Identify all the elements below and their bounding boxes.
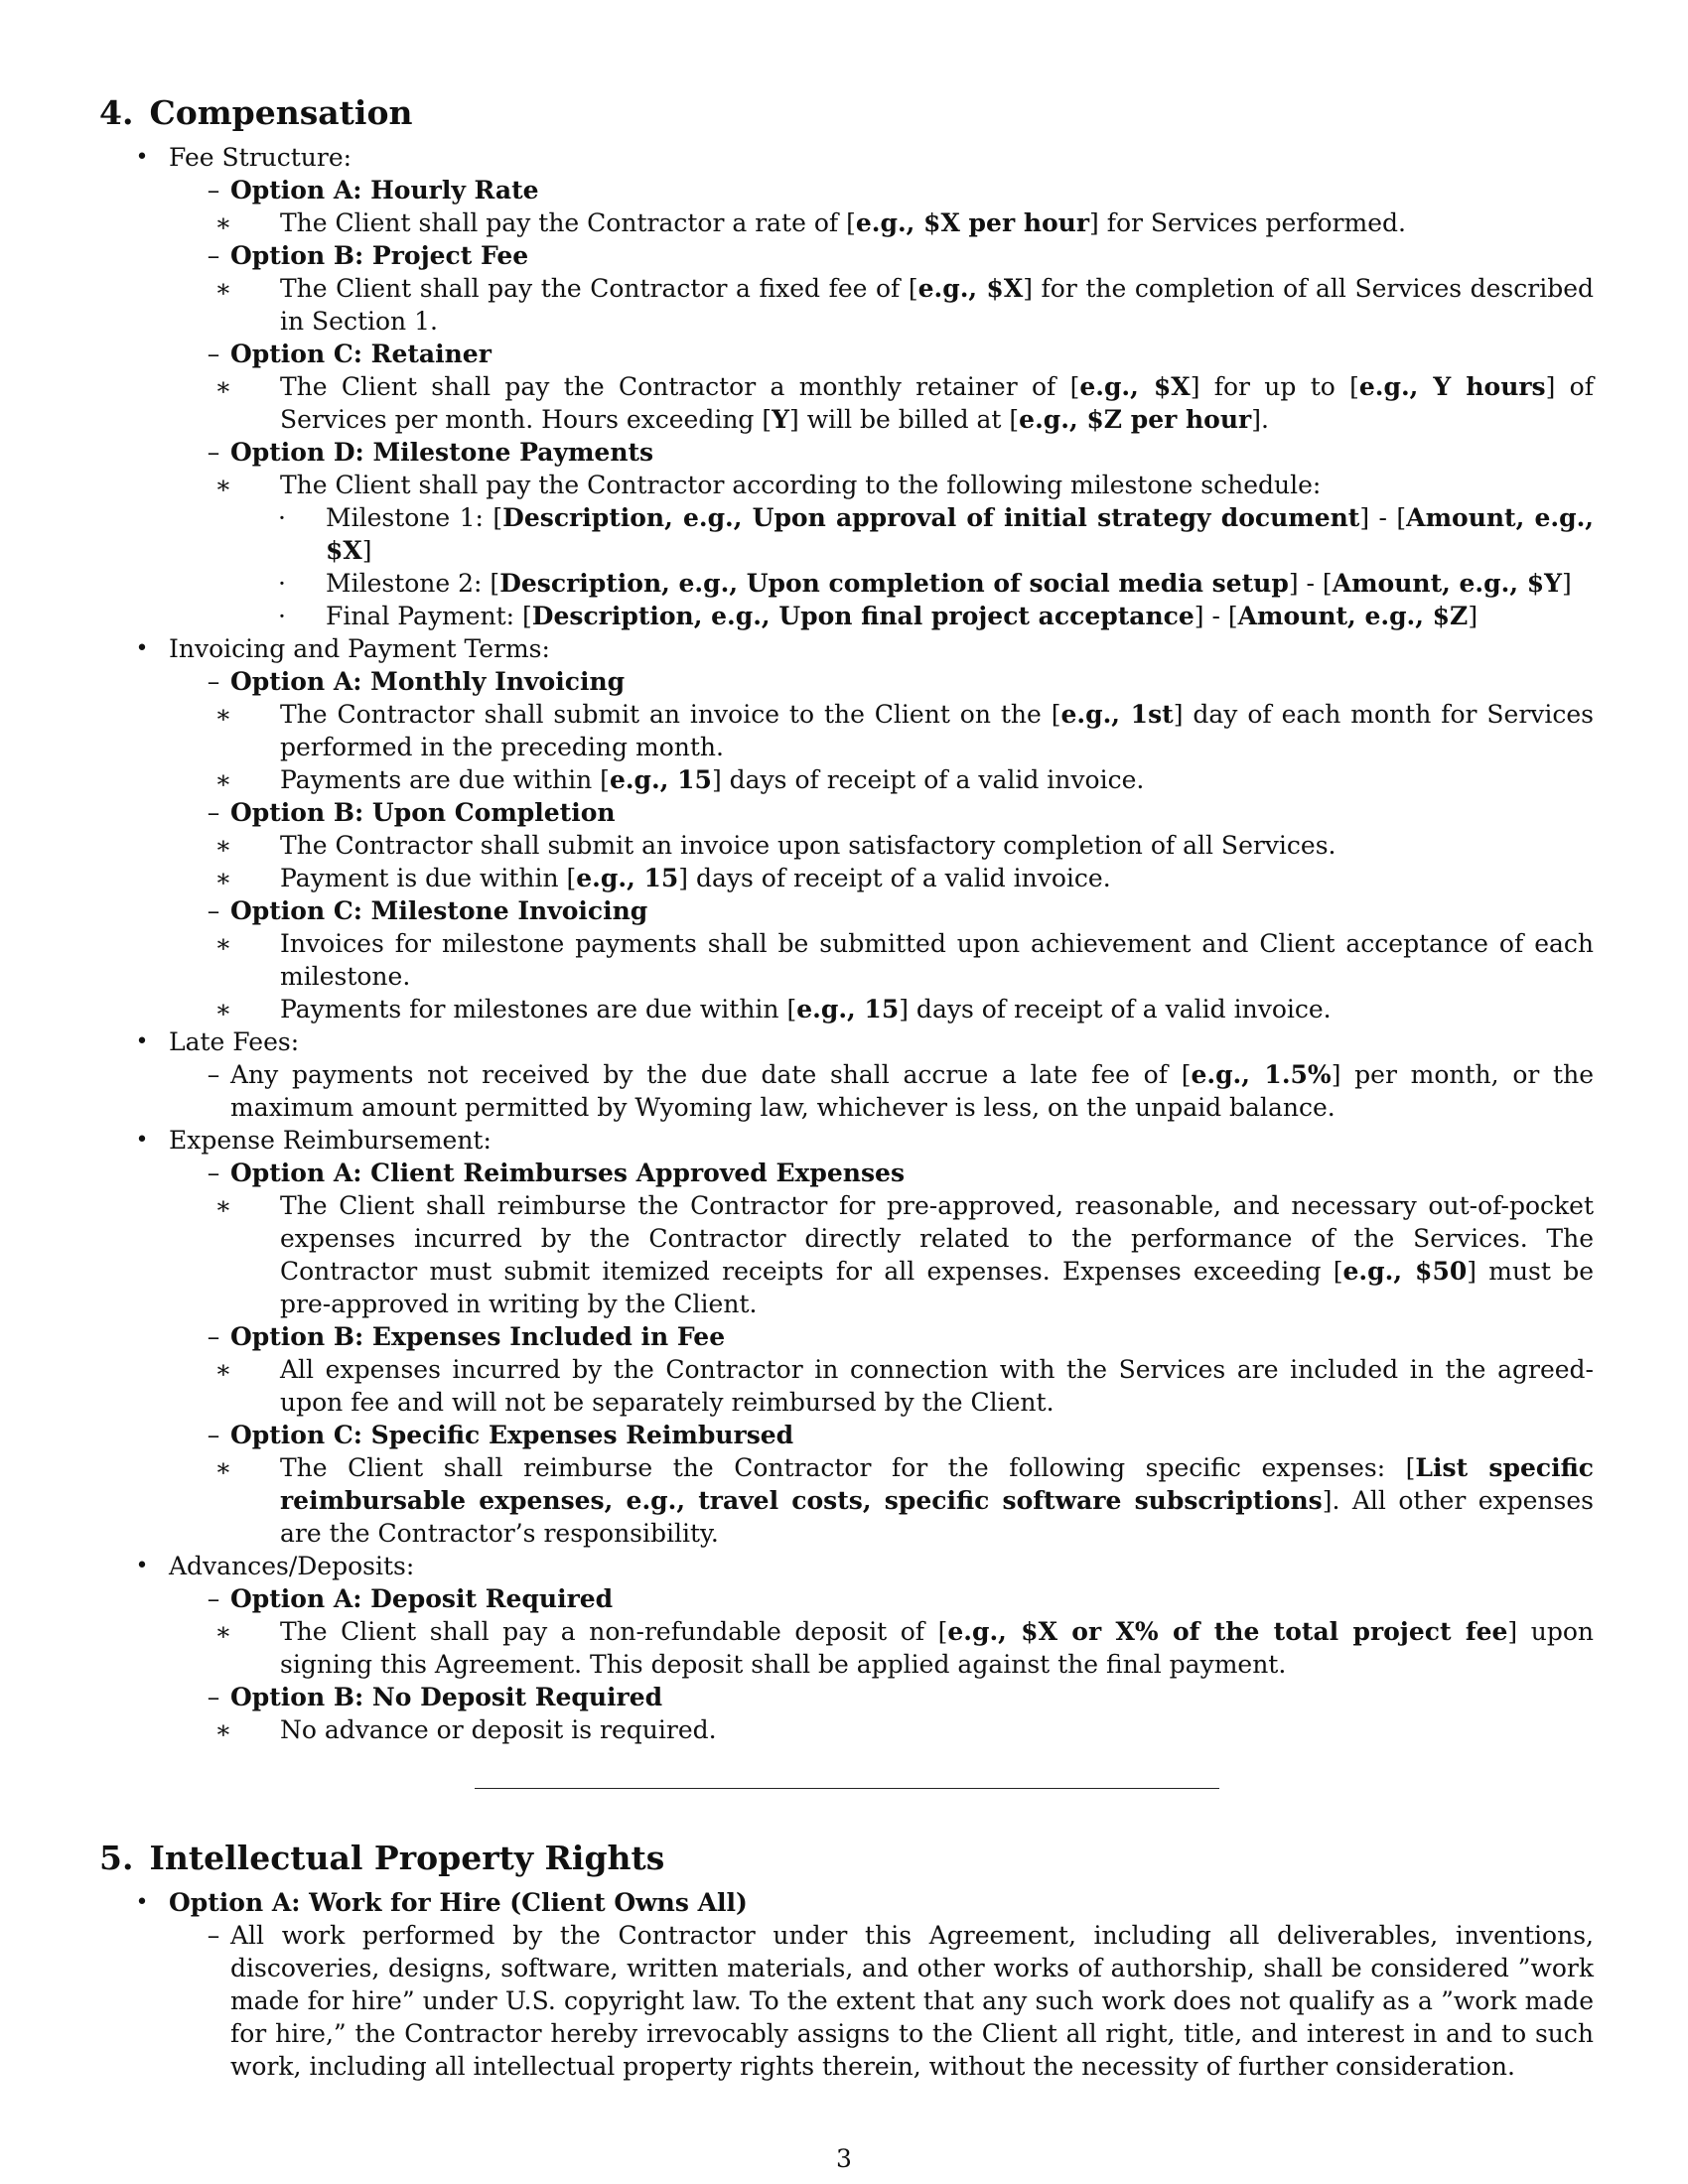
list-item: – Option A: Deposit Required ∗ The Client shall pay a non-refundable deposit of [e.g., $X or X% of the total project fee] upon signing this Agreement. This deposit shall be applied against the final payment. xyxy=(99,1582,1594,1681)
list-item: ∗ The Client shall reimburse the Contractor for the following specific expenses: [List specific reimbursable expenses, e.g., travel costs, specific software subscriptions]. All other expenses are the Contractor’s responsibility. xyxy=(214,1453,1594,1548)
list-item: • Late Fees: – Any payments not received by the due date shall accrue a late fee of [e.g., 1.5%] per month, or the maximum amount permitted by Wyoming law, whichever is less, on the unpaid balance. xyxy=(99,1025,1594,1124)
list-item: • Advances/Deposits: – Option A: Deposit Required ∗ The Client shall pay a non-refundable deposit of [e.g., $X or X% of the total project fee] upon signing this Agreement. This deposit shall be applied against the final payment. – Option B: No Deposit Required ∗ No advance or deposit is required. xyxy=(99,1550,1594,1746)
list-item: – All work performed by the Contractor under this Agreement, including all deliverables, inventions, discoveries, designs, software, written materials, and other works of authorship, shall be considered ”work made for hire” under U.S. copyright law. To the extent that any such work does not qualify as a ”work made for hire,” the Contractor hereby irrevocably assigns to the Client all right, title, and interest in and to such work, including all intellectual property rights therein, without the necessity of further consideration. xyxy=(207,1921,1594,2081)
list-item: ∗ Payments for milestones are due within [e.g., 15] days of receipt of a valid invoice. xyxy=(214,995,1332,1024)
list-item: ∗ Invoices for milestone payments shall be submitted upon achievement and Client acceptance of each milestone. xyxy=(214,929,1594,991)
list-item: – Option A: Monthly Invoicing ∗ The Contractor shall submit an invoice to the Client on the [e.g., 1st] day of each month for Services performed in the preceding month. ∗ Payments are due within [e.g., 15] days of receipt of a valid invoice. xyxy=(99,665,1594,796)
list-item: · Milestone 1: [Description, e.g., Upon approval of initial strategy document] - [Amount, e.g., $X] xyxy=(278,503,1594,565)
list-item: • Expense Reimbursement: – Option A: Client Reimburses Approved Expenses ∗ The Client shall reimburse the Contractor for pre-approved, reasonable, and necessary out-of-pocket expenses incurred by the Contractor directly related to the performance of the Services. The Contractor must submit itemized receipts for all expenses. Expenses exceeding [e.g., $50] must be pre-approved in writing by the Client. – Option B: Expenses Included in Fee ∗ All expenses incurred by the Contractor in connection with the Services are included in the agreed-upon fee and will not be separately reimbursed by the Client. – Option C: Specific Expenses Reimbursed ∗ The Client shall reimburse the Contractor for the following specific expenses: [List specific reimbursable expenses, e.g., travel costs, specific software subscriptions]. All other expenses are the Contractor’s responsibility. xyxy=(99,1124,1594,1550)
list-item: ∗ Payments are due within [e.g., 15] days of receipt of a valid invoice. xyxy=(214,765,1145,794)
bullet-marker: • xyxy=(135,1554,149,1578)
list-item: – Any payments not received by the due date shall accrue a late fee of [e.g., 1.5%] per month, or the maximum amount permitted by Wyoming law, whichever is less, on the unpaid balance. xyxy=(207,1060,1594,1122)
list-item: · Final Payment: [Description, e.g., Upon final project acceptance] - [Amount, e.g., $Z] xyxy=(278,602,1478,630)
list-item: – Option A: Hourly Rate ∗ The Client shall pay the Contractor a rate of [e.g., $X per hour] for Services performed. xyxy=(99,174,1594,239)
list-item: – Option D: Milestone Payments ∗ The Client shall pay the Contractor according to the following milestone schedule: · Milestone 1: [Description, e.g., Upon approval of initial strategy document] - [Amount, e.g., $X] · Milestone 2: [Description, e.g., Upon completion of social media setup] - [Amount, e.g., $Y] · Final Payment: [Description, e.g., Upon final project acceptance] - [Amount, e.g., $Z] xyxy=(99,436,1594,632)
bullet-marker: • xyxy=(135,1890,149,1915)
list-item: ∗ The Contractor shall submit an invoice to the Client on the [e.g., 1st] day of each month for Services performed in the preceding month. xyxy=(214,700,1595,761)
list-item: – Option B: Expenses Included in Fee ∗ All expenses incurred by the Contractor in connection with the Services are included in the agreed-upon fee and will not be separately reimbursed by the Client. xyxy=(99,1320,1594,1419)
list-item: ∗ The Client shall pay the Contractor a fixed fee of [e.g., $X] for the completion of all Services described in Section 1. xyxy=(214,274,1594,336)
bullet-marker: • xyxy=(135,1029,149,1054)
list-item: ∗ The Client shall pay a non-refundable deposit of [e.g., $X or X% of the total project fee] upon signing this Agreement. This deposit shall be applied against the final payment. xyxy=(214,1617,1595,1679)
list-item: ∗ The Contractor shall submit an invoice upon satisfactory completion of all Services. xyxy=(214,831,1336,860)
list-item: – Option B: Upon Completion ∗ The Contractor shall submit an invoice upon satisfactory completion of all Services. ∗ Payment is due within [e.g., 15] days of receipt of a valid invoice. xyxy=(99,796,1594,894)
list-item: • Fee Structure: – Option A: Hourly Rate ∗ The Client shall pay the Contractor a rate of [e.g., $X per hour] for Services performed. – Option B: Project Fee ∗ The Client shall pay the Contractor a fixed fee of [e.g., $X] for the completion of all Services described in Section 1. – Option C: Retainer ∗ The Client shall pay the Contractor a monthly retainer of [e.g., $X] for up to [e.g., Y hours] of Services per month. Hours exceeding [Y] will be billed at [e.g., $Z per hour]. – Option D: Milestone Payments ∗ The Client shall pay the Contractor according to the following milestone schedule: · Milestone 1: [Description, e.g., Upon approval of initial strategy document] - [Amount, e.g., $X] · Milestone 2: [Description, e.g., Upon completion of social media setup] - [Amount, e.g., $Y] · Final Payment: [Description, e.g., Upon final project acceptance] - [Amount, e.g., $Z] xyxy=(99,141,1594,632)
horizontal-divider xyxy=(475,1788,1219,1789)
list-item: ∗ The Client shall reimburse the Contractor for pre-approved, reasonable, and necessary out-of-pocket expenses incurred by the Contractor directly related to the performance of the Services. The Contractor must submit itemized receipts for all expenses. Expenses exceeding [e.g., $50] must be pre-approved in writing by the Client. xyxy=(214,1191,1594,1318)
list-item: – Option C: Retainer ∗ The Client shall pay the Contractor a monthly retainer of [e.g., $X] for up to [e.g., Y hours] of Services per month. Hours exceeding [Y] will be billed at [e.g., $Z per hour]. xyxy=(99,338,1594,436)
list-item: – Option B: Project Fee ∗ The Client shall pay the Contractor a fixed fee of [e.g., $X] for the completion of all Services described in Section 1. xyxy=(99,239,1594,338)
section-heading: 4. Compensation xyxy=(99,93,413,132)
section-heading: 5. Intellectual Property Rights xyxy=(99,1839,665,1877)
list-item: ∗ The Client shall pay the Contractor according to the following milestone schedule: · Milestone 1: [Description, e.g., Upon approval of initial strategy document] - [Amount, e.g., $X] · Milestone 2: [Description, e.g., Upon completion of social media setup] - [Amount, e.g., $Y] · Final Payment: [Description, e.g., Upon final project acceptance] - [Amount, e.g., $Z] xyxy=(99,469,1594,632)
list-item: – Option C: Specific Expenses Reimbursed ∗ The Client shall reimburse the Contractor for the following specific expenses: [List specific reimbursable expenses, e.g., travel costs, specific software subscriptions]. All other expenses are the Contractor’s responsibility. xyxy=(99,1419,1594,1550)
list-item: ∗ The Client shall pay the Contractor a rate of [e.g., $X per hour] for Services performed. xyxy=(214,208,1406,237)
list-item: · Milestone 2: [Description, e.g., Upon completion of social media setup] - [Amount, e.g., $Y] xyxy=(278,569,1572,598)
list-item: – Option C: Milestone Invoicing ∗ Invoices for milestone payments shall be submitted upon achievement and Client acceptance of each milestone. ∗ Payments for milestones are due within [e.g., 15] days of receipt of a valid invoice. xyxy=(99,894,1594,1025)
list-item: ∗ Payment is due within [e.g., 15] days of receipt of a valid invoice. xyxy=(214,864,1111,892)
list-item: • Invoicing and Payment Terms: – Option A: Monthly Invoicing ∗ The Contractor shall submit an invoice to the Client on the [e.g., 1st] day of each month for Services performed in the preceding month. ∗ Payments are due within [e.g., 15] days of receipt of a valid invoice. – Option B: Upon Completion ∗ The Contractor shall submit an invoice upon satisfactory completion of all Services. ∗ Payment is due within [e.g., 15] days of receipt of a valid invoice. – Option C: Milestone Invoicing ∗ Invoices for milestone payments shall be submitted upon achievement and Client acceptance of each milestone. ∗ Payments for milestones are due within [e.g., 15] days of receipt of a valid invoice. xyxy=(99,632,1594,1025)
page-number: 3 xyxy=(836,2144,852,2173)
bullet-marker: • xyxy=(135,1128,149,1153)
bullet-marker: • xyxy=(135,145,149,170)
bullet-marker: • xyxy=(135,636,149,661)
section-5-list xyxy=(99,1886,1594,2083)
section-4-list xyxy=(99,141,1594,1746)
list-item: – Option A: Client Reimburses Approved Expenses ∗ The Client shall reimburse the Contractor for pre-approved, reasonable, and necessary out-of-pocket expenses incurred by the Contractor directly related to the performance of the Services. The Contractor must submit itemized receipts for all expenses. Expenses exceeding [e.g., $50] must be pre-approved in writing by the Client. xyxy=(99,1157,1594,1320)
list-item: – Option B: No Deposit Required ∗ No advance or deposit is required. xyxy=(99,1681,1594,1746)
list-item: ∗ No advance or deposit is required. xyxy=(214,1715,717,1744)
list-item: • Option A: Work for Hire (Client Owns All) – All work performed by the Contractor under this Agreement, including all deliverables, inventions, discoveries, designs, software, written materials, and other works of authorship, shall be considered ”work made for hire” under U.S. copyright law. To the extent that any such work does not qualify as a ”work made for hire,” the Contractor hereby irrevocably assigns to the Client all right, title, and interest in and to such work, including all intellectual property rights therein, without the necessity of further consideration. xyxy=(99,1886,1594,2083)
list-item: ∗ The Client shall pay the Contractor a monthly retainer of [e.g., $X] for up to [e.g., Y hours] of Services per month. Hours exceeding [Y] will be billed at [e.g., $Z per hour]. xyxy=(214,372,1594,434)
list-item: ∗ All expenses incurred by the Contractor in connection with the Services are included in the agreed-upon fee and will not be separately reimbursed by the Client. xyxy=(214,1355,1594,1417)
